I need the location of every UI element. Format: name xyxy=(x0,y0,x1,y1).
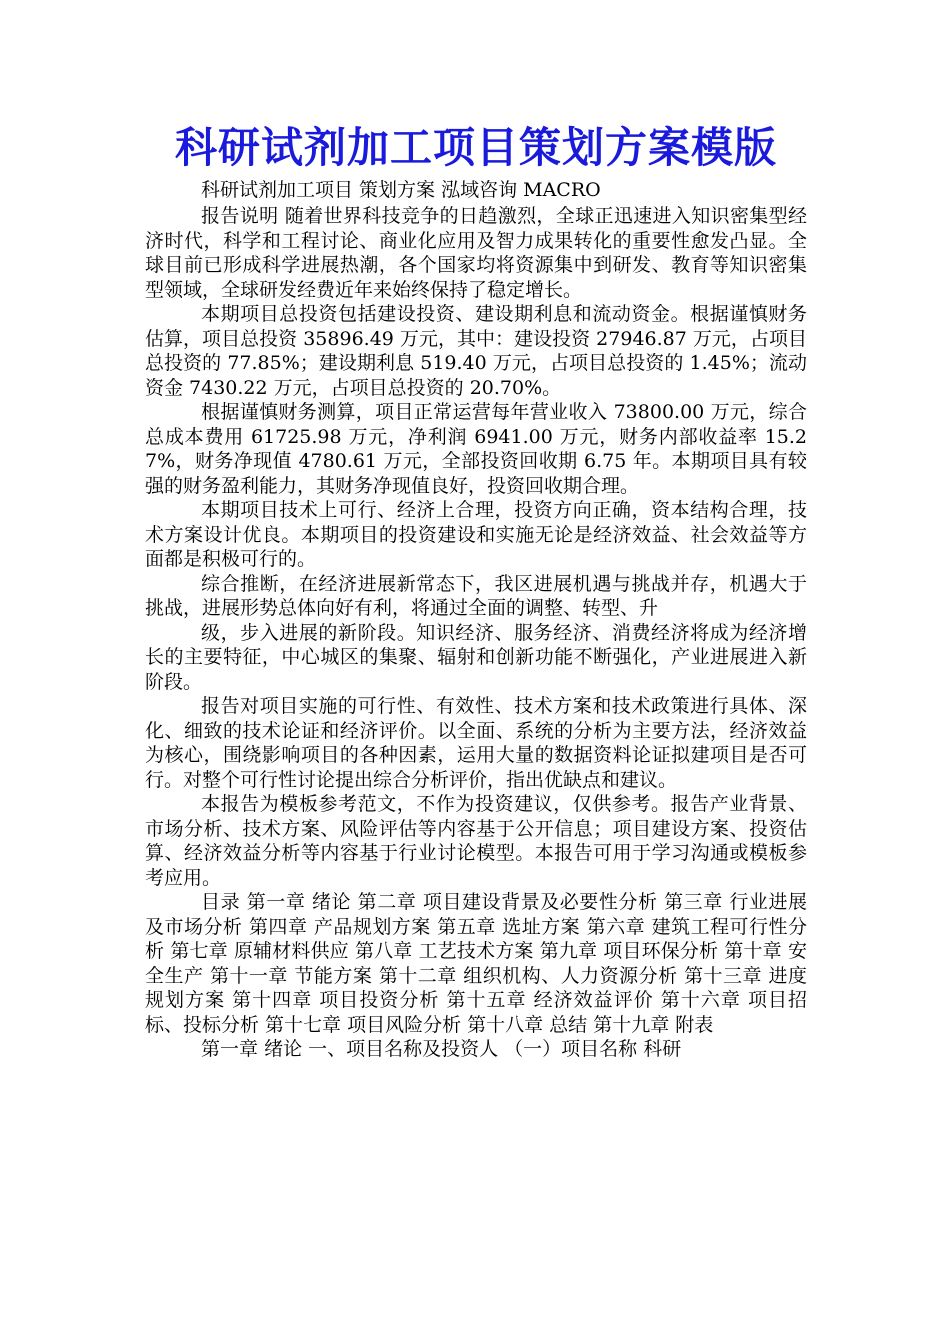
paragraph-evaluation-method: 报告对项目实施的可行性、有效性、技术方案和技术政策进行具体、深化、细致的技术论证和经济评价。以全面、系统的分析为主要方法，经济效益为核心，围绕影响项目的各种因素，运用大量的数据资料论证拟建项目是否可行。对整个可行性讨论提出综合分析评价，指出优缺点和建议。 xyxy=(145,695,807,791)
paragraph-new-stage: 级，步入进展的新阶段。知识经济、服务经济、消费经济将成为经济增长的主要特征，中心城区的集聚、辐射和创新功能不断强化，产业进展进入新阶段。 xyxy=(145,621,807,693)
paragraph-table-of-contents: 目录 第一章 绪论 第二章 项目建设背景及必要性分析 第三章 行业进展及市场分析 第四章 产品规划方案 第五章 选址方案 第六章 建筑工程可行性分析 第七章 原辅材料供应 第八章 工艺技术方案 第九章 项目环保分析 第十章 安全生产 第十一章 节能方案 第十二章 组织机构、人力资源分析 第十三章 进度规划方案 第十四章 项目投资分析 第十五章 经济效益评价 第十六章 项目招标、投标分析 第十七章 项目风险分析 第十八章 总结 第十九章 附表 xyxy=(145,891,807,1036)
document-page xyxy=(145,118,807,1062)
paragraph-financial-estimate: 根据谨慎财务测算，项目正常运营每年营业收入 73800.00 万元，综合总成本费用 61725.98 万元，净利润 6941.00 万元，财务内部收益率 15.27%，财务净现值 4780.61 万元，全部投资回收期 6.75 年。本期项目具有较强的财务盈利能力，其财务净现值良好，投资回收期合理。 xyxy=(145,401,807,497)
paragraph-disclaimer: 本报告为模板参考范文，不作为投资建议，仅供参考。报告产业背景、市场分析、技术方案、风险评估等内容基于公开信息；项目建设方案、投资估算、经济效益分析等内容基于行业讨论模型。本报告可用于学习沟通或模板参考应用。 xyxy=(145,793,807,889)
paragraph-economic-situation: 综合推断，在经济进展新常态下，我区进展机遇与挑战并存，机遇大于挑战，进展形势总体向好有利，将通过全面的调整、转型、升 xyxy=(145,572,807,619)
document-subtitle: 科研试剂加工项目 策划方案 泓域咨询 MACRO xyxy=(201,179,601,201)
paragraph-chapter-one: 第一章 绪论 一、项目名称及投资人 （一）项目名称 科研 xyxy=(201,1038,682,1060)
document-title: 科研试剂加工项目策划方案模版 xyxy=(174,123,777,172)
paragraph-feasibility: 本期项目技术上可行、经济上合理，投资方向正确，资本结构合理，技术方案设计优良。本期项目的投资建设和实施无论是经济效益、社会效益等方面都是积极可行的。 xyxy=(145,499,807,570)
paragraph-total-investment: 本期项目总投资包括建设投资、建设期利息和流动资金。根据谨慎财务估算，项目总投资 35896.49 万元，其中：建设投资 27946.87 万元，占项目总投资的 77.85%；建设期利息 519.40 万元，占项目总投资的 1.45%；流动资金 7430.22 万元，占项目总投资的 20.70%。 xyxy=(145,303,807,399)
paragraph-report-intro: 报告说明 随着世界科技竞争的日趋激烈，全球正迅速进入知识密集型经济时代，科学和工程讨论、商业化应用及智力成果转化的重要性愈发凸显。全球目前已形成科学进展热潮，各个国家均将资源集中到研发、教育等知识密集型领域，全球研发经费近年来始终保持了稳定增长。 xyxy=(145,205,807,301)
